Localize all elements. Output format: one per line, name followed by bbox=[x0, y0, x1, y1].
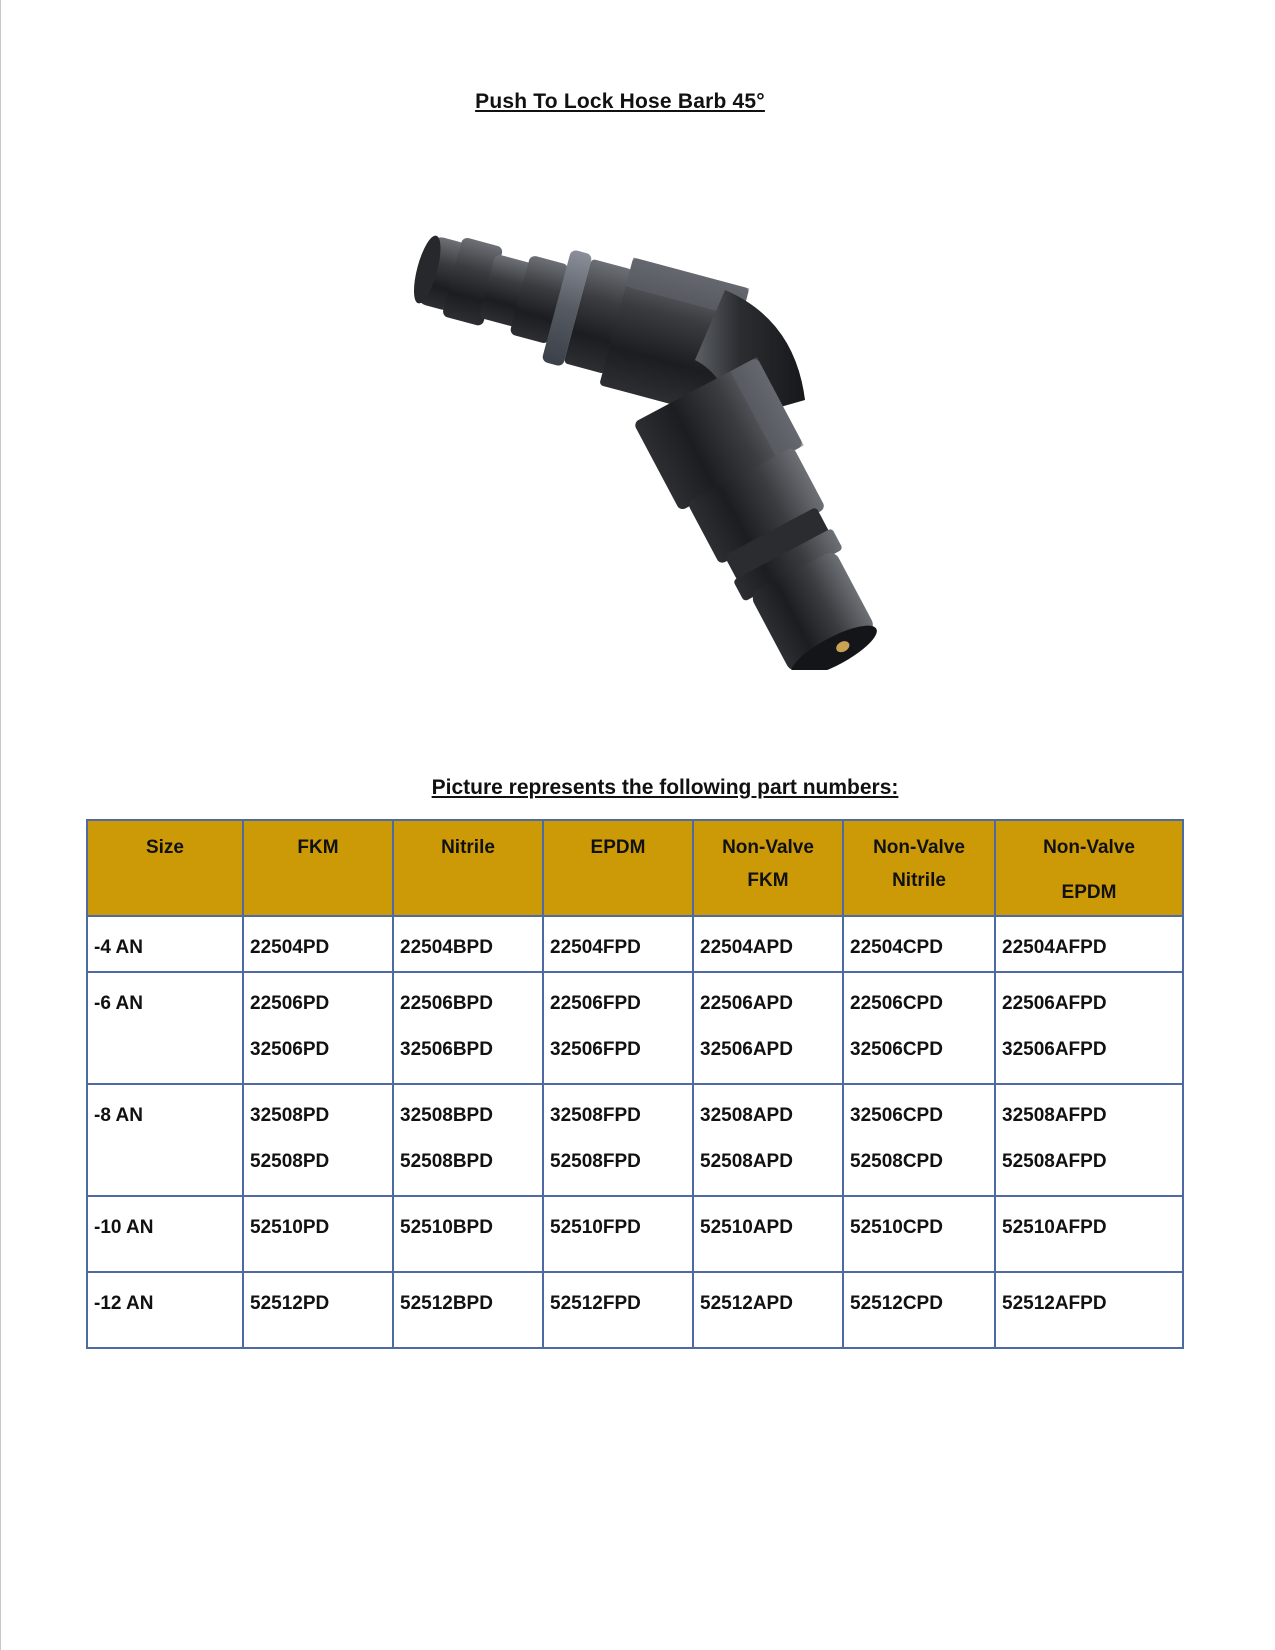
part-cell: 52512CPD bbox=[843, 1272, 995, 1348]
part-cell: 32508PD 52508PD bbox=[243, 1084, 393, 1196]
header-epdm: EPDM bbox=[543, 820, 693, 916]
part-cell: 32508FPD 52508FPD bbox=[543, 1084, 693, 1196]
part-cell: 32508BPD 52508BPD bbox=[393, 1084, 543, 1196]
size-cell: -12 AN bbox=[87, 1272, 243, 1348]
part-cell: 52510CPD bbox=[843, 1196, 995, 1272]
part-cell: 22504APD bbox=[693, 916, 843, 972]
header-non-valve-epdm: Non-Valve EPDM bbox=[995, 820, 1183, 916]
header-non-valve-fkm: Non-Valve FKM bbox=[693, 820, 843, 916]
part-cell: 52510PD bbox=[243, 1196, 393, 1272]
part-cell: 32506CPD 52508CPD bbox=[843, 1084, 995, 1196]
part-cell: 22504AFPD bbox=[995, 916, 1183, 972]
table-row bbox=[87, 1196, 1183, 1272]
header-fkm: FKM bbox=[243, 820, 393, 916]
part-cell: 52512FPD bbox=[543, 1272, 693, 1348]
hose-barb-fitting-image bbox=[395, 170, 955, 670]
part-cell: 22506CPD 32506CPD bbox=[843, 972, 995, 1084]
part-cell: 52512BPD bbox=[393, 1272, 543, 1348]
part-cell: 22506AFPD 32506AFPD bbox=[995, 972, 1183, 1084]
part-cell: 52512PD bbox=[243, 1272, 393, 1348]
part-cell: 22506PD 32506PD bbox=[243, 972, 393, 1084]
part-cell: 52510AFPD bbox=[995, 1196, 1183, 1272]
table-row bbox=[87, 1272, 1183, 1348]
table-header-row bbox=[87, 820, 1183, 916]
part-cell: 52510APD bbox=[693, 1196, 843, 1272]
part-numbers-table bbox=[86, 819, 1184, 1349]
part-cell: 22504PD bbox=[243, 916, 393, 972]
part-cell: 52510FPD bbox=[543, 1196, 693, 1272]
part-cell: 32508AFPD 52508AFPD bbox=[995, 1084, 1183, 1196]
table-caption: Picture represents the following part numbers: bbox=[431, 776, 899, 799]
part-cell: 52510BPD bbox=[393, 1196, 543, 1272]
header-non-valve-nitrile: Non-Valve Nitrile bbox=[843, 820, 995, 916]
part-cell: 52512APD bbox=[693, 1272, 843, 1348]
header-nitrile: Nitrile bbox=[393, 820, 543, 916]
table-row bbox=[87, 916, 1183, 972]
part-cell: 22506BPD 32506BPD bbox=[393, 972, 543, 1084]
size-cell: -10 AN bbox=[87, 1196, 243, 1272]
page-edge bbox=[0, 0, 1, 1650]
part-cell: 22504BPD bbox=[393, 916, 543, 972]
page-title: Push To Lock Hose Barb 45° bbox=[475, 90, 765, 113]
part-cell: 22506FPD 32506FPD bbox=[543, 972, 693, 1084]
header-size: Size bbox=[87, 820, 243, 916]
size-cell: -4 AN bbox=[87, 916, 243, 972]
part-cell: 22504FPD bbox=[543, 916, 693, 972]
size-cell: -6 AN bbox=[87, 972, 243, 1084]
part-cell: 22506APD 32506APD bbox=[693, 972, 843, 1084]
part-cell: 22504CPD bbox=[843, 916, 995, 972]
part-cell: 52512AFPD bbox=[995, 1272, 1183, 1348]
part-cell: 32508APD 52508APD bbox=[693, 1084, 843, 1196]
table-row bbox=[87, 972, 1183, 1084]
table-row bbox=[87, 1084, 1183, 1196]
size-cell: -8 AN bbox=[87, 1084, 243, 1196]
